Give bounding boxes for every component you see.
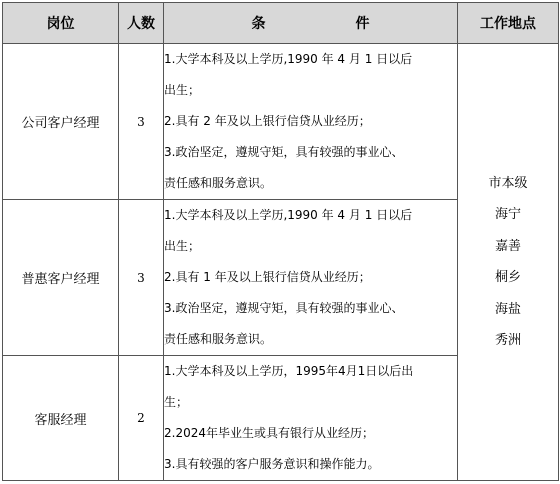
condition-line: 生； bbox=[164, 395, 189, 409]
condition-line: 2.具有 2 年及以上银行信贷从业经历； bbox=[164, 114, 371, 128]
condition-line: 出生； bbox=[164, 239, 201, 253]
condition-line: 3.政治坚定，遵规守矩，具有较强的事业心、 bbox=[164, 145, 404, 159]
condition-line: 出生； bbox=[164, 83, 201, 97]
count-cell: 3 bbox=[119, 200, 164, 356]
location-item: 市本级 bbox=[488, 175, 528, 191]
count-cell: 3 bbox=[119, 44, 164, 200]
condition-line: 3.政治坚定，遵规守矩，具有较强的事业心、 bbox=[164, 301, 404, 315]
header-conditions bbox=[164, 3, 458, 44]
header-conditions-second-char: 件 bbox=[355, 16, 370, 32]
condition-line: 责任感和服务意识。 bbox=[164, 176, 273, 190]
conditions-cell bbox=[164, 44, 458, 200]
location-item: 秀洲 bbox=[494, 333, 521, 348]
condition-line: 责任感和服务意识。 bbox=[164, 332, 273, 346]
condition-line: 1.大学本科及以上学历，1995年4月1日以后出 bbox=[164, 364, 414, 378]
condition-line: 3.具有较强的客户服务意识和操作能力。 bbox=[164, 457, 380, 471]
condition-line: 2.具有 1 年及以上银行信贷从业经历； bbox=[164, 270, 371, 284]
location-item: 嘉善 bbox=[494, 238, 521, 254]
location-item: 海宁 bbox=[494, 207, 521, 222]
conditions-cell bbox=[164, 200, 458, 356]
location-cell bbox=[458, 44, 559, 481]
header-count: 人数 bbox=[119, 3, 164, 44]
condition-line: 1.大学本科及以上学历,1990 年 4 月 1 日以后 bbox=[164, 208, 413, 222]
position-cell: 普惠客户经理 bbox=[3, 200, 119, 356]
header-location: 工作地点 bbox=[458, 3, 559, 44]
header-conditions-first-char: 条 bbox=[251, 16, 266, 32]
count-cell: 2 bbox=[119, 356, 164, 481]
conditions-cell bbox=[164, 356, 458, 481]
recruitment-table bbox=[2, 2, 559, 481]
location-item: 海盐 bbox=[494, 301, 521, 317]
position-cell: 公司客户经理 bbox=[3, 44, 119, 200]
position-cell: 客服经理 bbox=[3, 356, 119, 481]
header-row bbox=[3, 3, 559, 44]
condition-line: 2.2024年毕业生或具有银行从业经历； bbox=[164, 426, 374, 440]
header-position: 岗位 bbox=[3, 3, 119, 44]
location-item: 桐乡 bbox=[494, 270, 521, 285]
condition-line: 1.大学本科及以上学历,1990 年 4 月 1 日以后 bbox=[164, 52, 413, 66]
table-row bbox=[3, 44, 559, 200]
